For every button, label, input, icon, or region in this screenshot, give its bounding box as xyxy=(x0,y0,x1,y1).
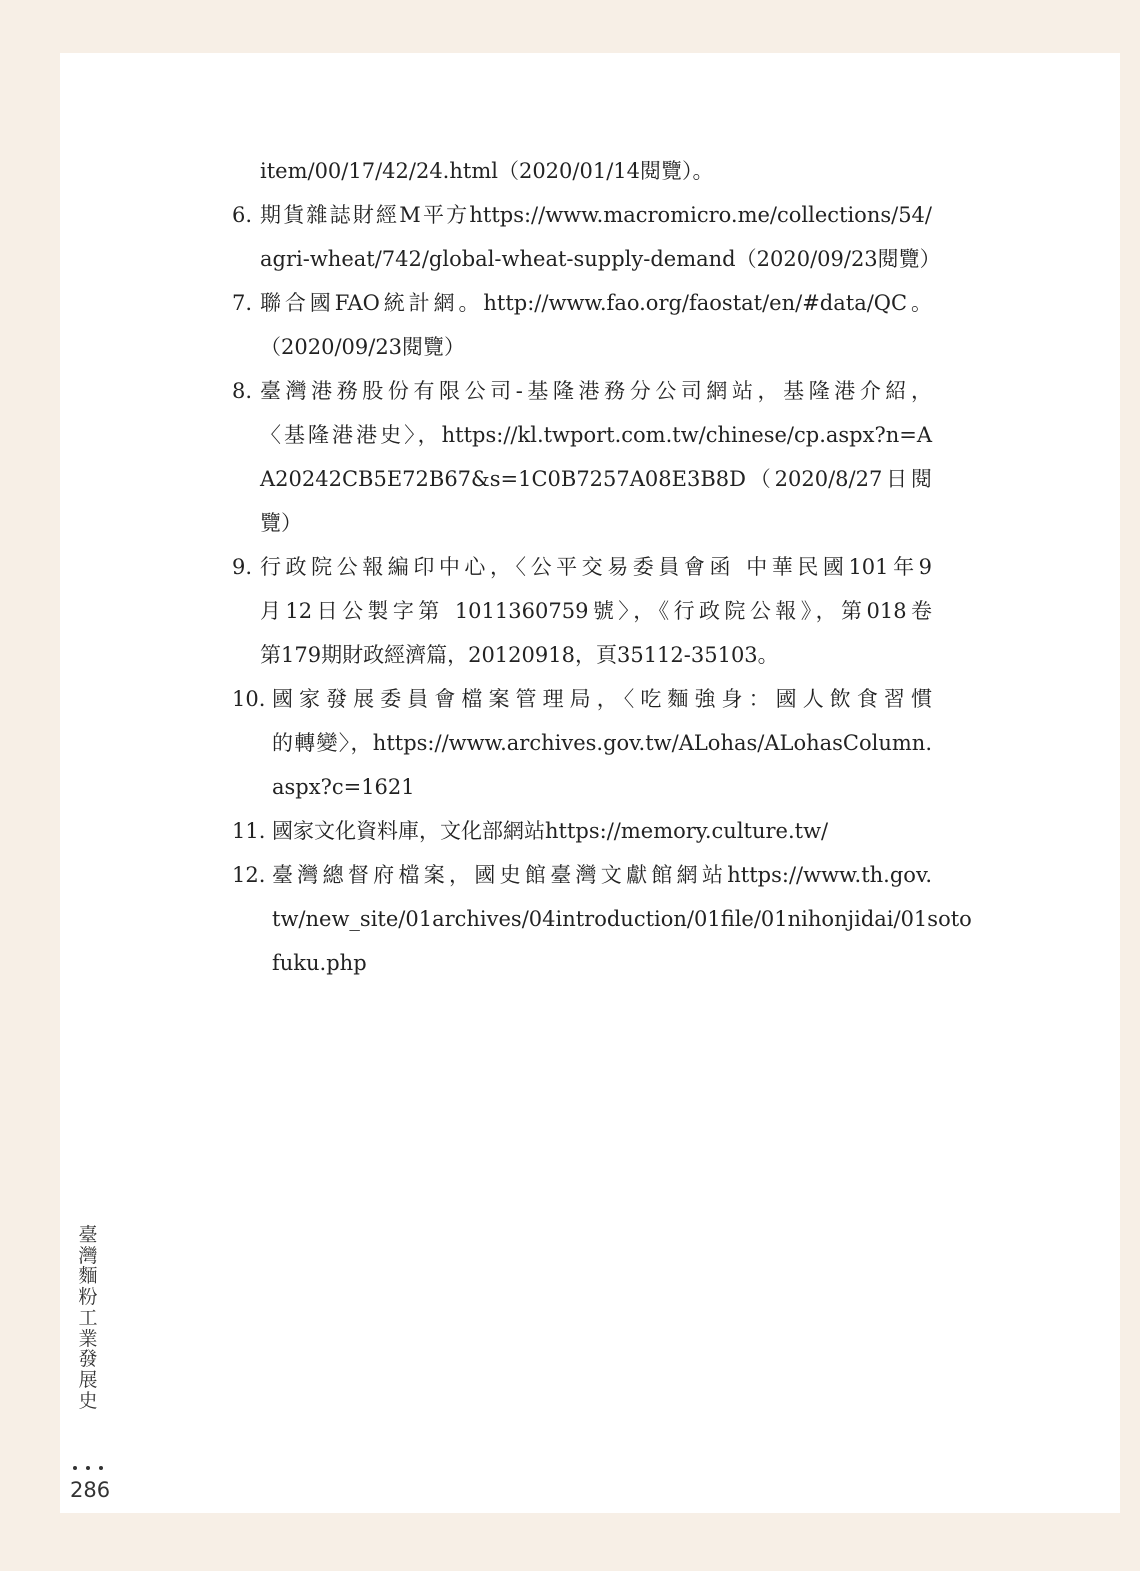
reference-item xyxy=(232,677,932,809)
reference-line: agri-wheat/742/global-wheat-supply-demand（2020/09/23閱覽） xyxy=(260,247,941,271)
reference-line: aspx?c=1621 xyxy=(272,775,415,799)
reference-list xyxy=(232,149,972,985)
reference-line: item/00/17/42/24.html（2020/01/14閱覽）。 xyxy=(260,159,714,183)
reference-line: （2020/09/23閱覽） xyxy=(260,335,466,359)
reference-line: 行政院公報編印中心，〈公平交易委員會函 中華民國101年9 xyxy=(260,555,932,579)
reference-line: 月12日公製字第 1011360759號〉，《行政院公報》，第018卷 xyxy=(260,599,932,623)
reference-number: 12. xyxy=(232,863,266,887)
reference-number: 11. xyxy=(232,819,266,843)
reference-number: 7. xyxy=(232,291,253,315)
reference-line: 國家文化資料庫，文化部網站https://memory.culture.tw/ xyxy=(272,819,829,843)
reference-line: 第179期財政經濟篇，20120918，頁35112-35103。 xyxy=(260,643,779,667)
reference-line: 國家發展委員會檔案管理局，〈吃麵強身：國人飲食習慣 xyxy=(272,687,932,711)
reference-line: 期貨雜誌財經M平方https://www.macromicro.me/collections/54/ xyxy=(260,203,932,227)
reference-item xyxy=(232,545,932,677)
reference-line: 聯合國FAO統計網。http://www.fao.org/faostat/en/#data/QC。 xyxy=(260,291,932,315)
reference-line: 的轉變〉，https://www.archives.gov.tw/ALohas/ALohasColumn. xyxy=(272,731,932,755)
reference-item xyxy=(232,369,932,545)
reference-line: 覽） xyxy=(260,511,302,535)
page-number: 286 xyxy=(70,1478,111,1502)
reference-number: 8. xyxy=(232,379,253,403)
reference-item xyxy=(232,149,932,193)
reference-number: 9. xyxy=(232,555,253,579)
running-title: 臺 灣 麵 粉 工 業 發 展 史 xyxy=(78,1224,98,1412)
reference-number: 6. xyxy=(232,203,253,227)
reference-line: 臺灣總督府檔案，國史館臺灣文獻館網站https://www.th.gov. xyxy=(272,863,932,887)
reference-item xyxy=(232,809,932,853)
reference-line: fuku.php xyxy=(272,951,367,975)
reference-line: A20242CB5E72B67&s=1C0B7257A08E3B8D（2020/8/27日閱 xyxy=(260,467,932,491)
reference-item xyxy=(232,853,972,985)
reference-line: 臺灣港務股份有限公司-基隆港務分公司網站，基隆港介紹， xyxy=(260,379,932,403)
book-page xyxy=(60,53,1120,1513)
reference-line: tw/new_site/01archives/04introduction/01file/01nihonjidai/01soto xyxy=(272,907,972,931)
page-number-dots xyxy=(72,1466,106,1474)
reference-item xyxy=(232,193,941,281)
reference-line: 〈基隆港港史〉，https://kl.twport.com.tw/chinese/cp.aspx?n=A xyxy=(260,423,932,447)
reference-item xyxy=(232,281,932,369)
reference-number: 10. xyxy=(232,687,266,711)
